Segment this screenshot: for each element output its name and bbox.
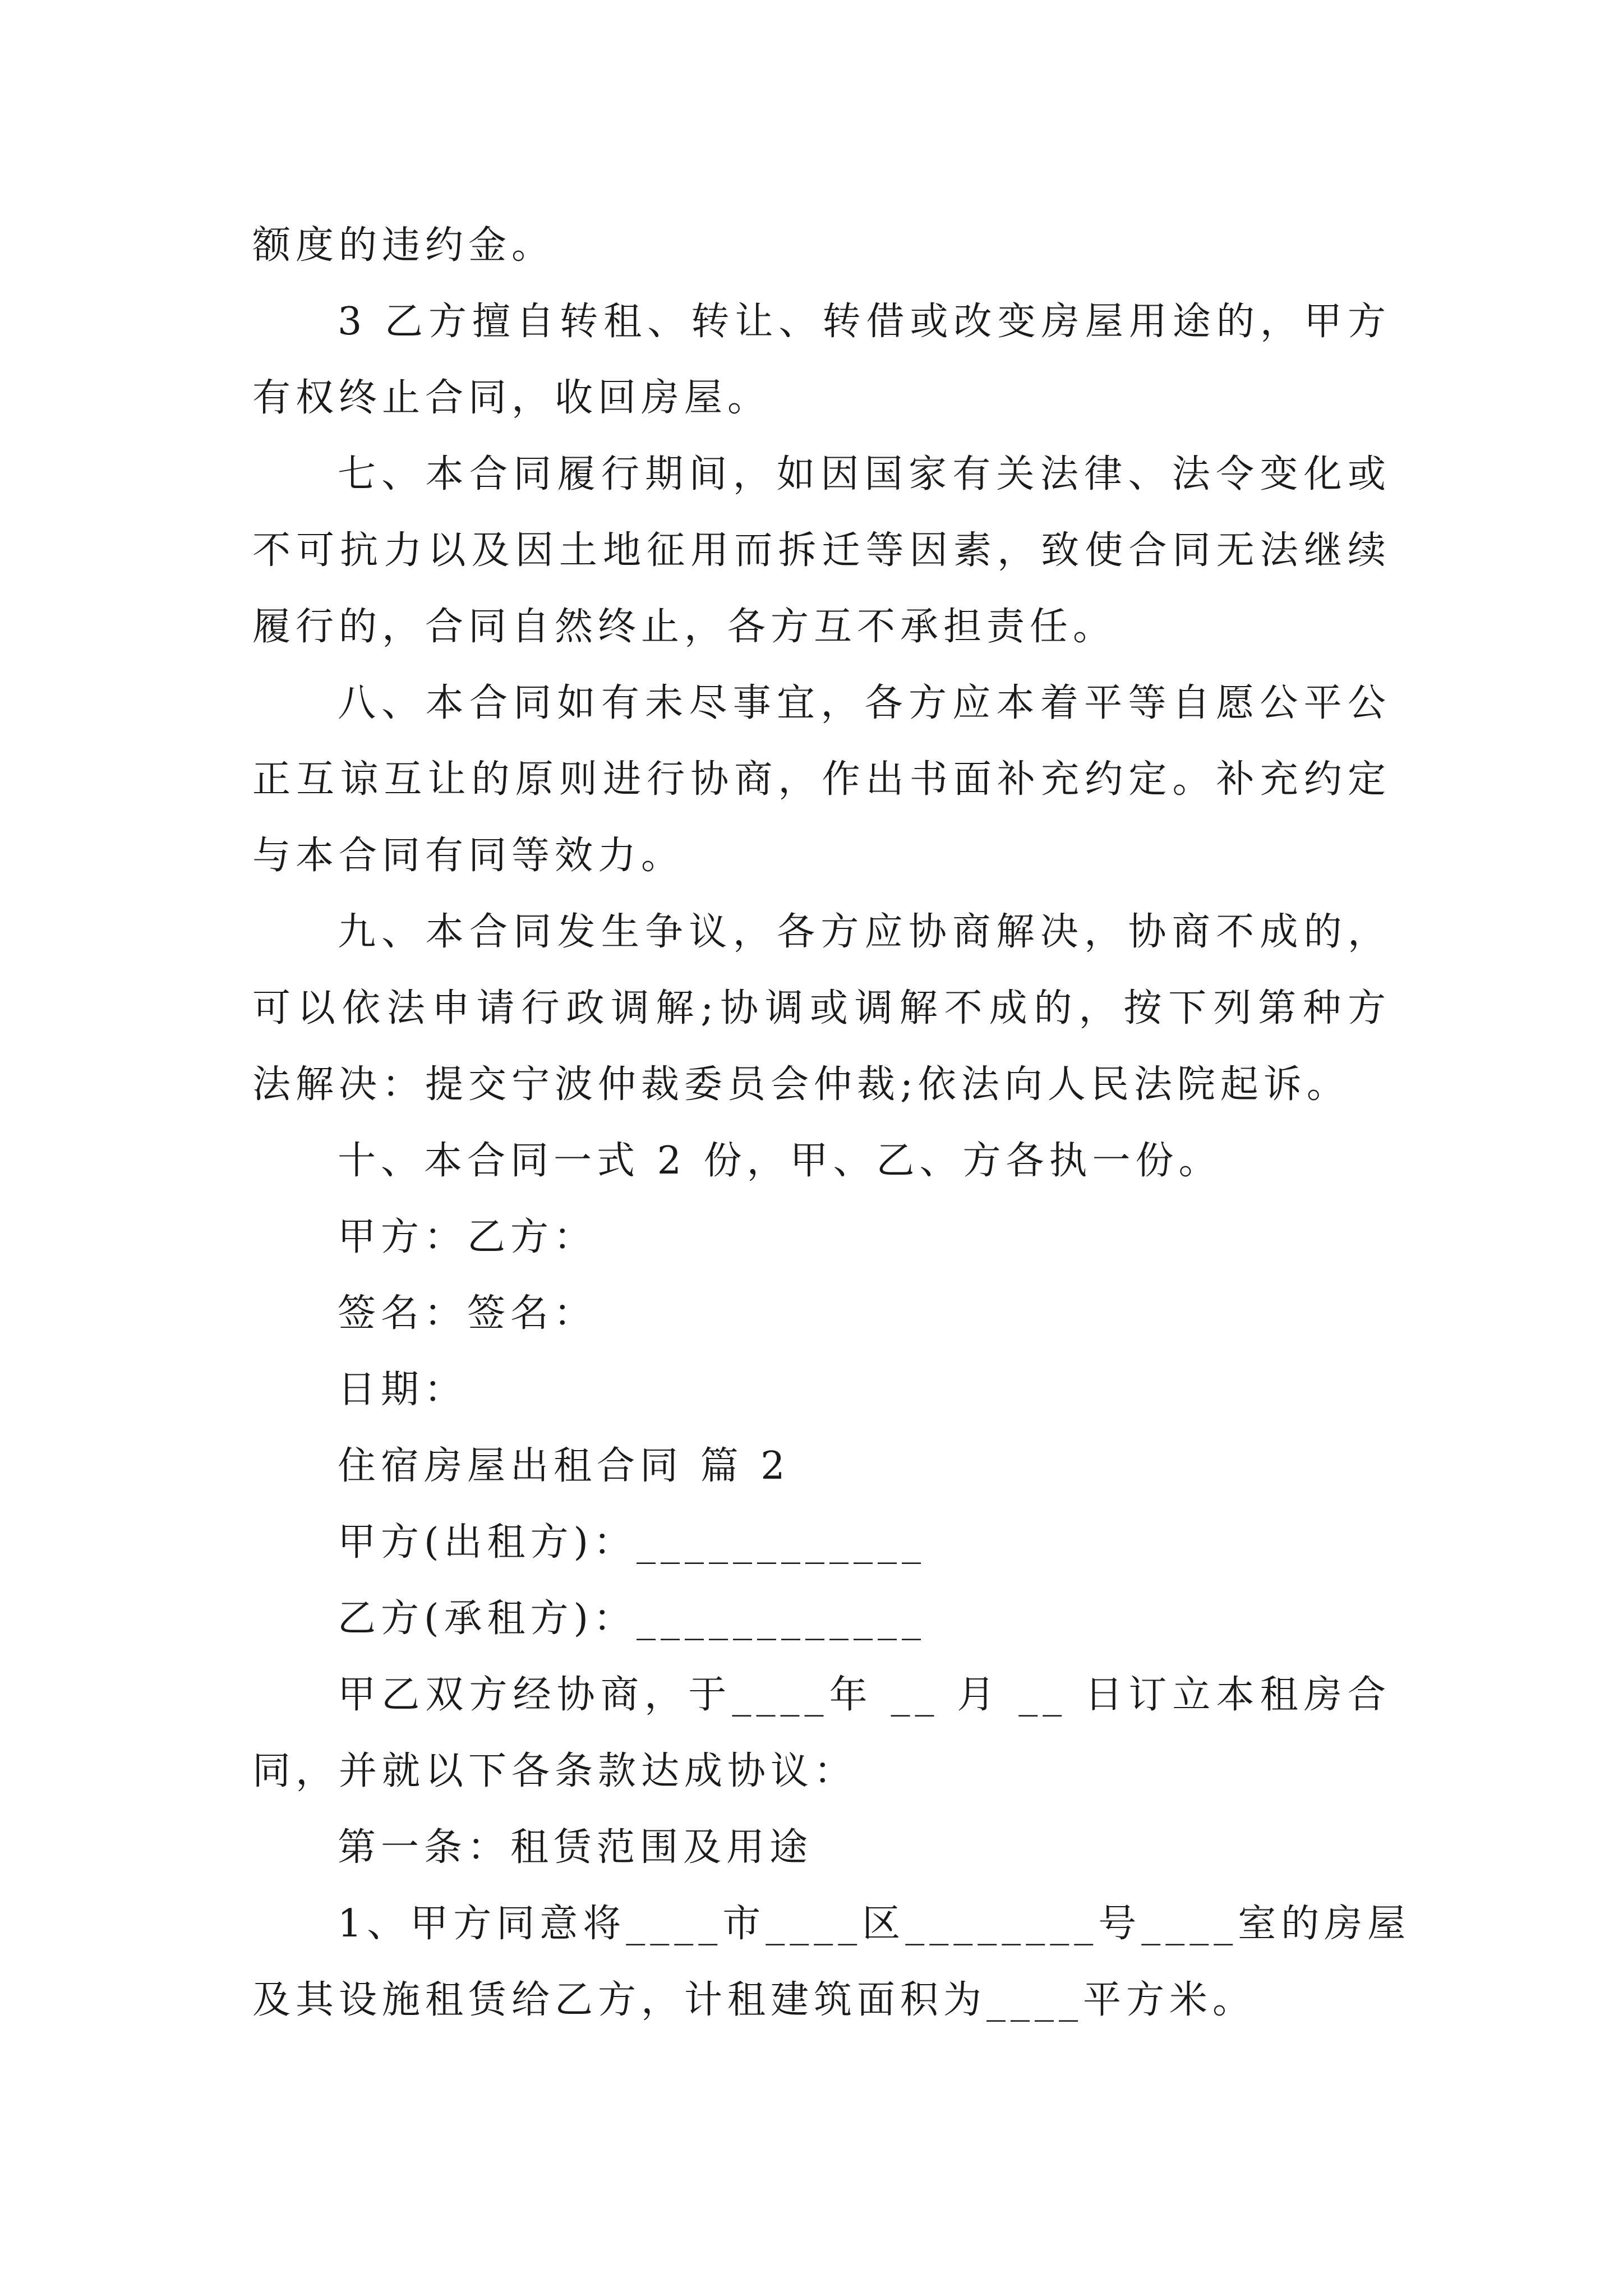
text-line: 有权终止合同，收回房屋。 [252, 376, 771, 420]
text-line: 乙方(承租方)：____________ [338, 1596, 926, 1641]
text-line: 七、本合同履行期间，如因国家有关法律、法令变化或 [338, 452, 1391, 496]
text-line: 不可抗力以及因土地征用而拆迁等因素，致使合同无法继续 [252, 528, 1391, 573]
text-line: 住宿房屋出租合同 篇 2 [338, 1444, 790, 1488]
text-line: 同，并就以下各条款达成协议： [252, 1749, 857, 1793]
text-line: 第一条：租赁范围及用途 [338, 1825, 813, 1870]
text-line: 日期： [338, 1368, 468, 1412]
text-line: 八、本合同如有未尽事宜，各方应本着平等自愿公平公 [338, 681, 1391, 725]
text-line: 3 乙方擅自转租、转让、转借或改变房屋用途的，甲方 [338, 300, 1391, 344]
text-line: 甲方：乙方： [338, 1215, 597, 1259]
text-line: 法解决：提交宁波仲裁委员会仲裁;依法向人民法院起诉。 [252, 1062, 1350, 1107]
text-line: 甲方(出租方)：____________ [338, 1520, 926, 1565]
text-line: 履行的，合同自然终止，各方互不承担责任。 [252, 605, 1117, 649]
text-line: 正互谅互让的原则进行协商，作出书面补充约定。补充约定 [252, 757, 1391, 802]
text-line: 可以依法申请行政调解;协调或调解不成的，按下列第种方 [252, 986, 1391, 1030]
text-line: 与本合同有同等效力。 [252, 834, 685, 878]
document-body [252, 208, 1411, 2039]
text-line: 甲乙双方经协商，于____年 __ 月 __ 日订立本租房合 [338, 1673, 1391, 1717]
text-line: 九、本合同发生争议，各方应协商解决，协商不成的， [338, 910, 1391, 954]
text-line: 及其设施租赁给乙方，计租建筑面积为____平方米。 [252, 1978, 1256, 2022]
text-line: 额度的违约金。 [252, 223, 555, 268]
text-line: 签名：签名： [338, 1291, 597, 1336]
text-line: 十、本合同一式 2 份，甲、乙、方各执一份。 [338, 1139, 1222, 1183]
text-line: 1、甲方同意将____市____区________号____室的房屋 [338, 1902, 1411, 1946]
